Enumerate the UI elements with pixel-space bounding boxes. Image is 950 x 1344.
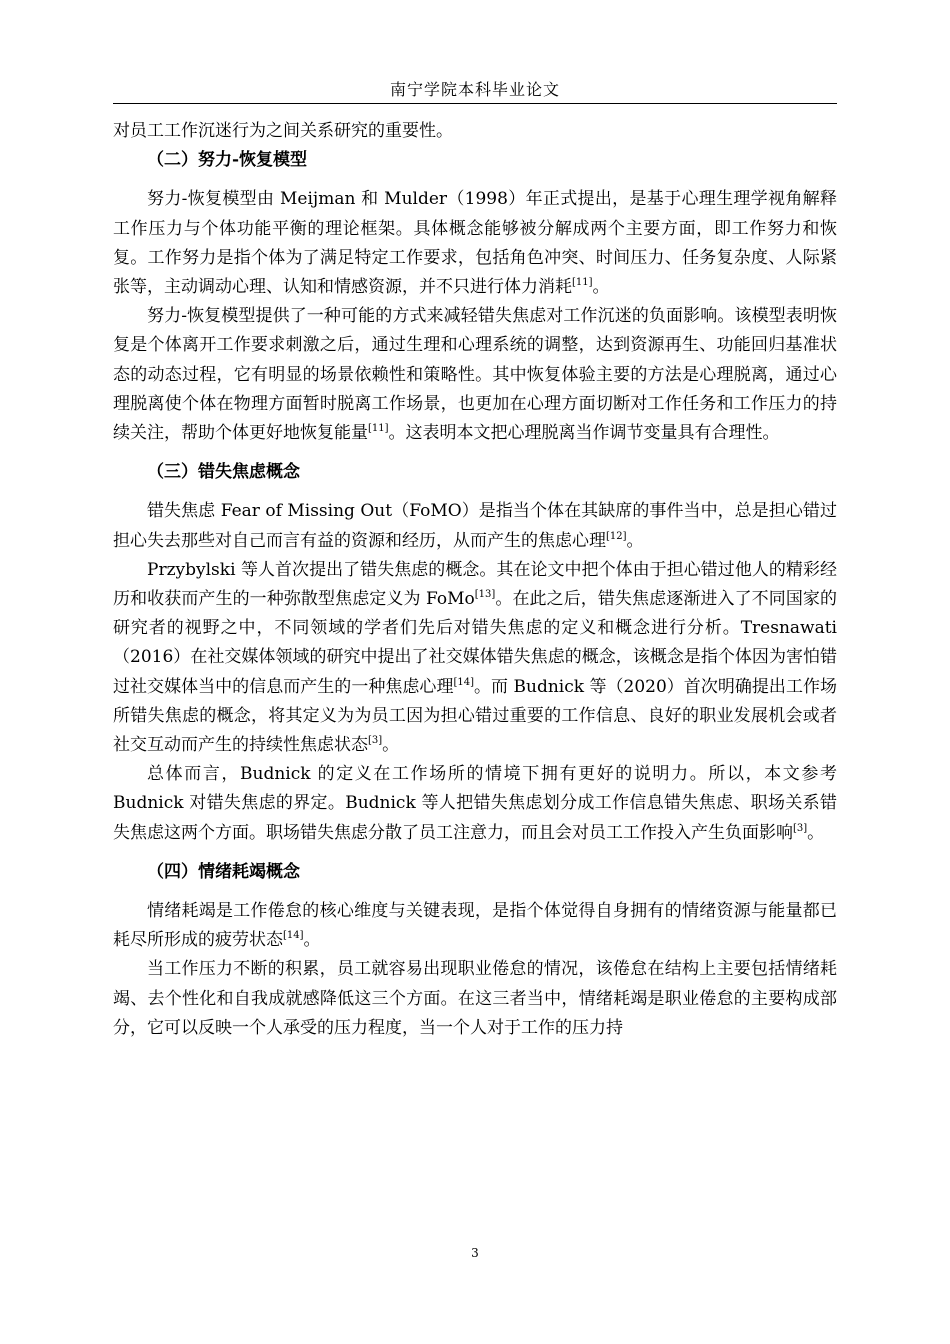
paragraph-text: 。 [807, 822, 825, 843]
paragraph-exhaustion-definition [113, 897, 837, 955]
paragraph-text: 。在此之后，错失焦虑逐渐进入了不同国家的研究者的视野之中，不同领域的学者们先后对错失焦虑的定义和概念进行分析。Tresnawati（2016）在社交媒体领域的研究中提出了社交媒体错失焦虑的概念，该概念是指个体因为害怕错过社交媒体当中的信息而产生的一种焦虑心理 [113, 589, 837, 697]
page-body [113, 117, 837, 1043]
citation: [11] [368, 423, 389, 435]
paragraph-text: Przybylski 等人首次提出了错失焦虑的概念。其在论文中把个体由于担心错过他人的精彩经历和收获而产生的一种弥散型焦虑定义为 FoMo [113, 559, 837, 610]
paragraph-text: 错失焦虑 Fear of Missing Out（FoMO）是指当个体在其缺席的事件当中，总是担心错过担心失去那些对自己而言有益的资源和经历，从而产生的焦虑心理 [113, 501, 837, 551]
header-rule [113, 103, 837, 104]
section-heading-fomo: （三）错失焦虑概念 [147, 462, 300, 483]
citation: [3] [368, 735, 383, 747]
paragraph-burnout-structure: 当工作压力不断的积累，员工就容易出现职业倦怠的情况，该倦怠在结构上主要包括情绪耗竭、去个性化和自我成就感降低这三个方面。在这三者当中，情绪耗竭是职业倦怠的主要构成部分，它可以反映一个人承受的压力程度，当一个人对于工作的压力持 [113, 959, 837, 1038]
citation: [14] [283, 930, 304, 942]
paragraph-fomo-definition [113, 497, 837, 555]
citation: [14] [453, 676, 474, 688]
paragraph-effort-recovery-definition [113, 185, 837, 302]
page-number: 3 [471, 1246, 479, 1260]
paragraph-text: 。这表明本文把心理脱离当作调节变量具有合理性。 [388, 423, 780, 444]
section-heading-effort-recovery: （二）努力-恢复模型 [147, 150, 308, 171]
citation: [3] [793, 822, 808, 834]
paragraph-text: 努力-恢复模型由 Meijman 和 Mulder（1998）年正式提出，是基于心理生理学视角解释工作压力与个体功能平衡的理论框架。具体概念能够被分解成两个主要方面，即工作努力和恢复。工作努力是指个体为了满足特定工作要求，包括角色冲突、时间压力、任务复杂度、人际紧张等，主动调动心理、认知和情感资源，并不只进行体力消耗 [113, 189, 837, 298]
citation: [11] [572, 277, 593, 289]
paragraph-fomo-summary [113, 760, 837, 848]
paragraph-fomo-history [113, 556, 837, 760]
paragraph-text: 。 [626, 530, 644, 551]
paragraph-text: 。 [592, 277, 610, 298]
paragraph-text: 总体而言，Budnick 的定义在工作场所的情境下拥有更好的说明力。所以，本文参考 Budnick 对错失焦虑的界定。Budnick 等人把错失焦虑划分成工作信息错失焦虑、职场关系错失焦虑这两个方面。职场错失焦虑分散了员工注意力，而且会对员工工作投入产生负面影响 [113, 764, 837, 843]
citation: [13] [474, 589, 496, 601]
running-header: 南宁学院本科毕业论文 [389, 80, 560, 99]
paragraph-continued: 对员工工作沉迷行为之间关系研究的重要性。 [113, 121, 453, 141]
paragraph-text: 。而 Budnick 等（2020）首次明确提出工作场所错失焦虑的概念，将其定义为为员工因为担心错过重要的工作信息、良好的职业发展机会或者社交互动而产生的持续性焦虑状态 [113, 676, 837, 756]
paragraph-text: 。 [303, 930, 321, 951]
section-heading-emotional-exhaustion: （四）情绪耗竭概念 [147, 861, 300, 882]
paragraph-text: 努力-恢复模型提供了一种可能的方式来减轻错失焦虑对工作沉迷的负面影响。该模型表明恢复是个体离开工作要求刺激之后，通过生理和心理系统的调整，达到资源再生、功能回归基准状态的动态过程，它有明显的场景依赖性和策略性。其中恢复体验主要的方法是心理脱离，通过心理脱离使个体在物理方面暂时脱离工作场景，也更加在心理方面切断对工作任务和工作压力的持续关注，帮助个体更好地恢复能量 [113, 306, 837, 444]
paragraph-text: 。 [382, 735, 400, 756]
paragraph-text: 情绪耗竭是工作倦怠的核心维度与关键表现，是指个体觉得自身拥有的情绪资源与能量都已耗尽所形成的疲劳状态 [113, 901, 837, 951]
paragraph-effort-recovery-application [113, 302, 837, 448]
citation: [12] [606, 530, 627, 542]
